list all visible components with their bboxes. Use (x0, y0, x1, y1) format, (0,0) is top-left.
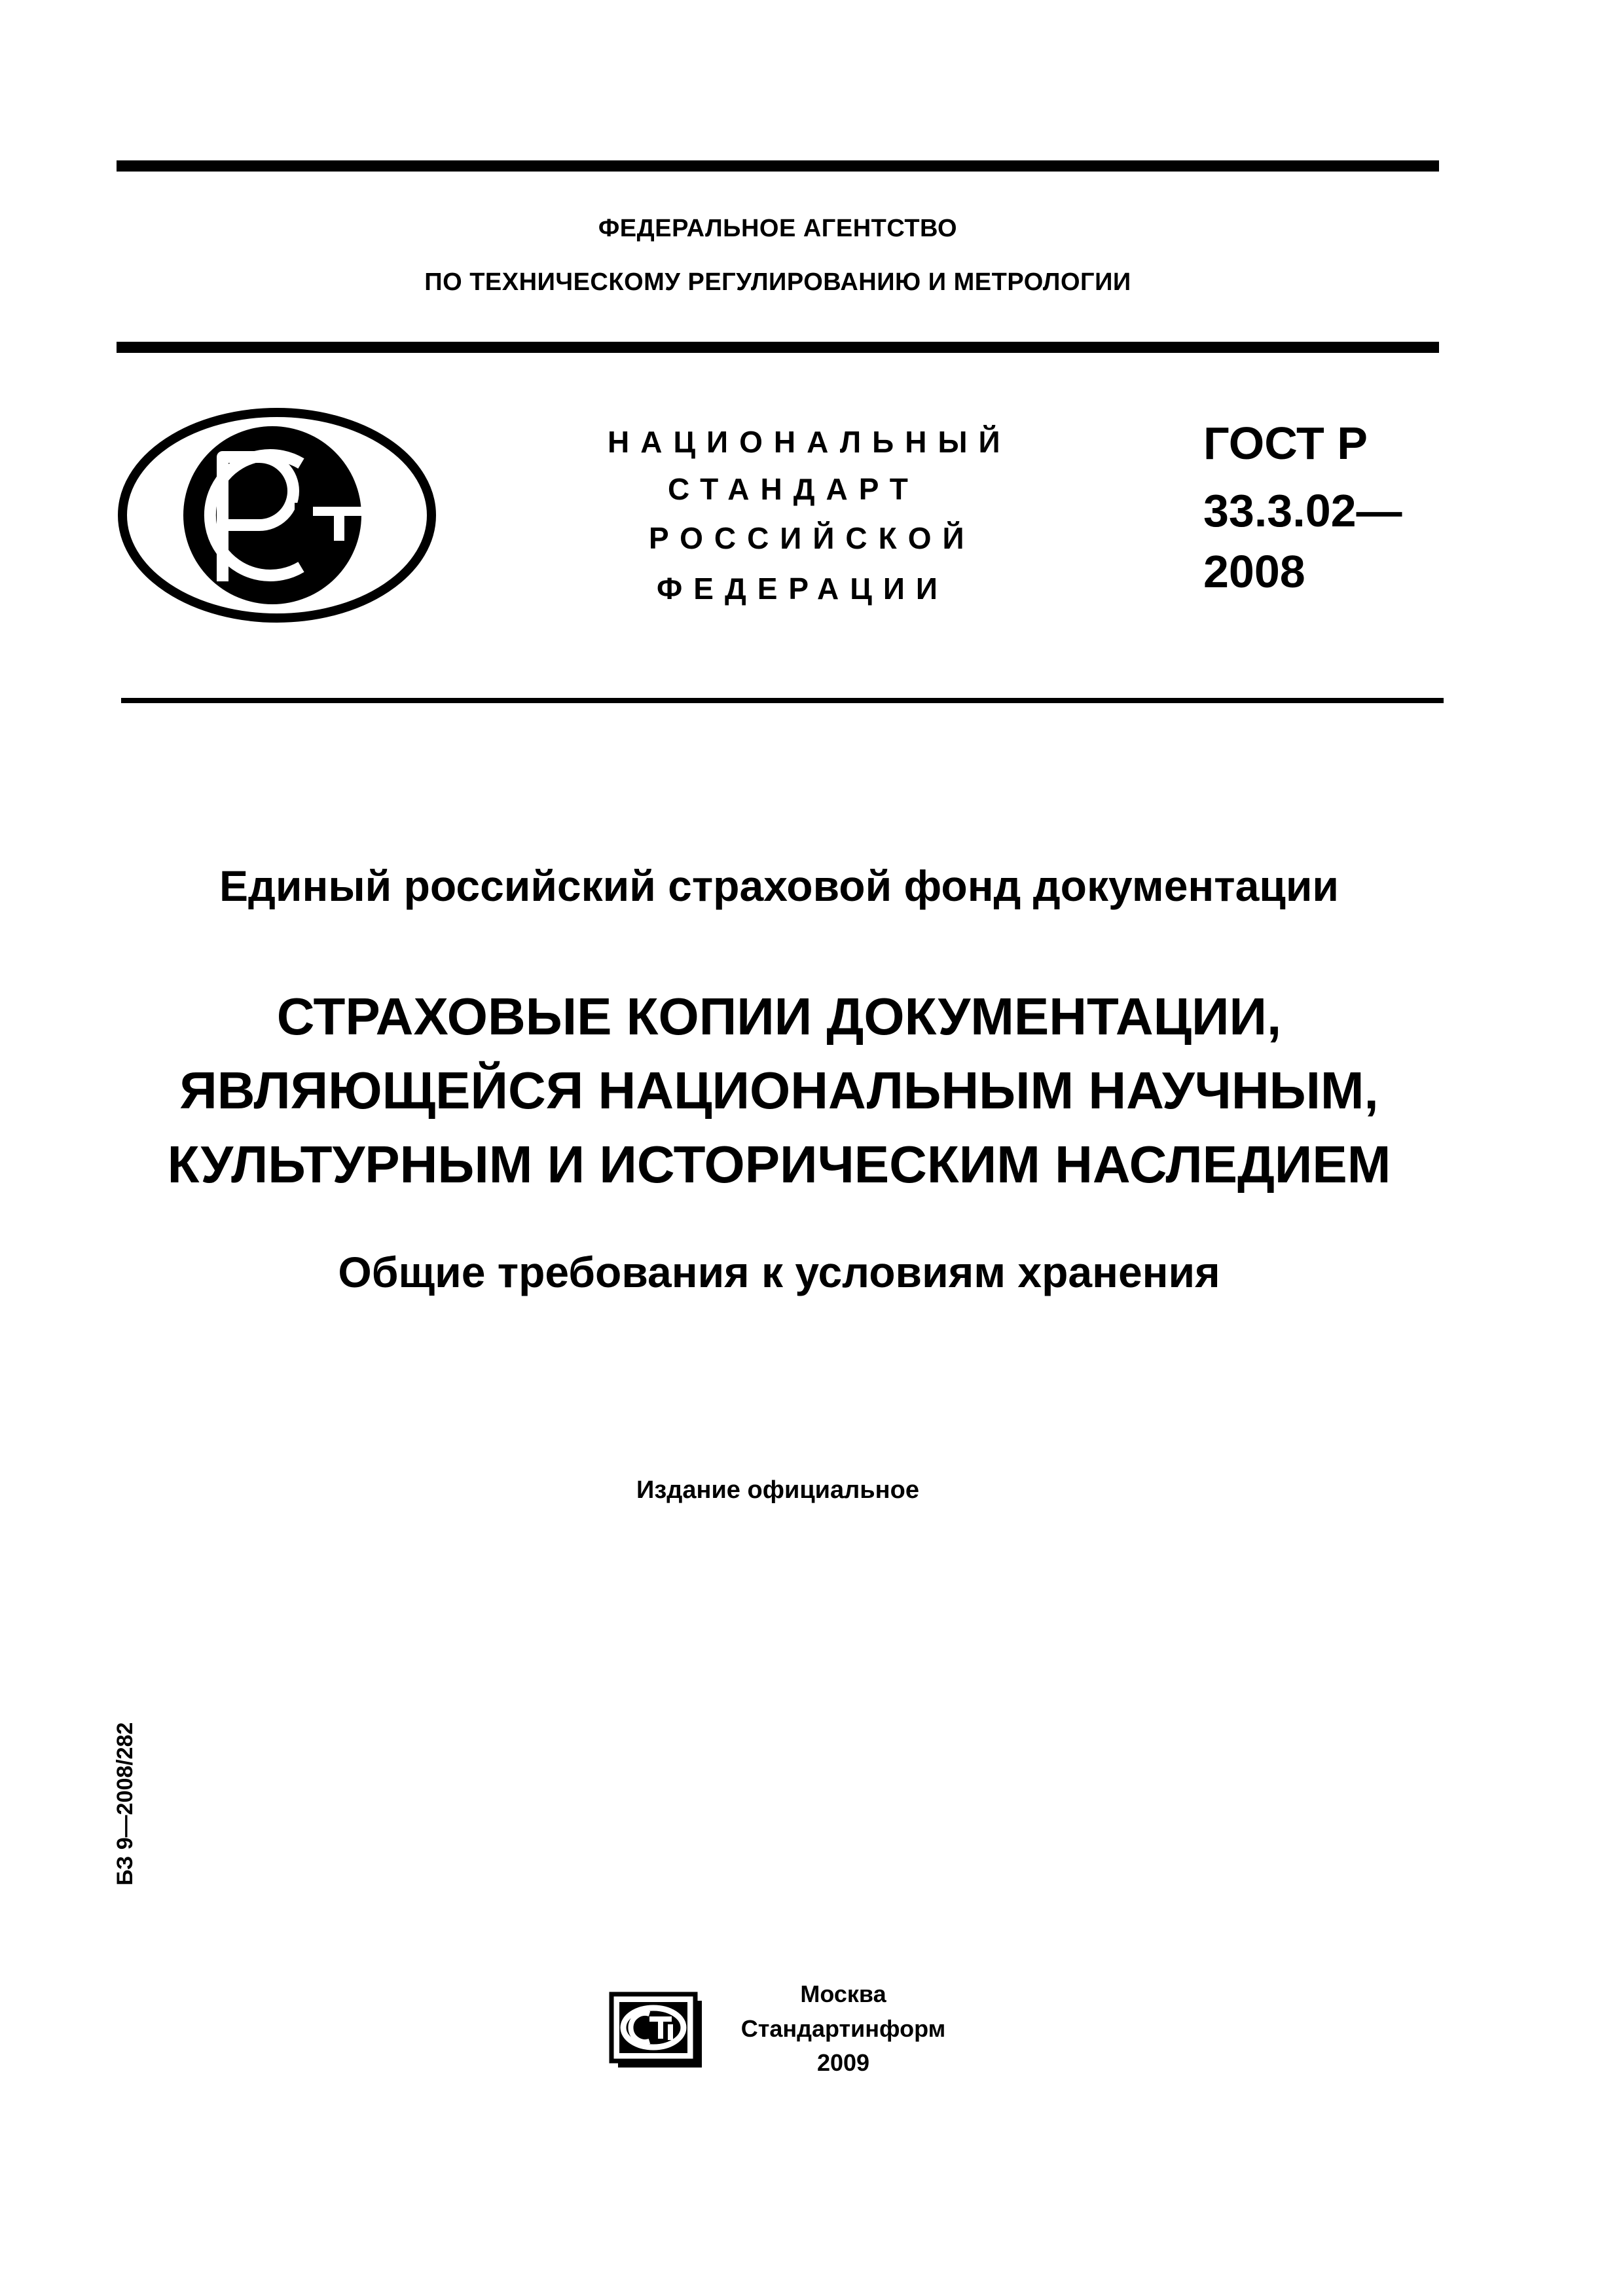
agency-name-line-1: ФЕДЕРАЛЬНОЕ АГЕНТСТВО (598, 215, 958, 242)
publisher-name: Стандартинформ (740, 2015, 946, 2042)
main-title-line-3: КУЛЬТУРНЫМ И ИСТОРИЧЕСКИМ НАСЛЕДИЕМ (167, 1135, 1391, 1194)
sti-mark-icon (609, 1992, 704, 2070)
standard-designation-line-3: 2008 (1203, 546, 1305, 597)
standard-type-line-4: ФЕДЕРАЦИИ (657, 572, 949, 606)
main-title-line-2: ЯВЛЯЮЩЕЙСЯ НАЦИОНАЛЬНЫМ НАУЧНЫМ, (179, 1061, 1379, 1120)
main-title-line-1: СТРАХОВЫЕ КОПИИ ДОКУМЕНТАЦИИ, (276, 987, 1282, 1046)
designation-rule (121, 698, 1444, 703)
publication-year: 2009 (816, 2049, 870, 2076)
header-top-rule (117, 160, 1439, 172)
agency-name-line-2: ПО ТЕХНИЧЕСКОМУ РЕГУЛИРОВАНИЮ И МЕТРОЛОГИИ (424, 268, 1131, 296)
header-bottom-rule (117, 342, 1439, 353)
standard-type-line-1: НАЦИОНАЛЬНЫЙ (608, 425, 1012, 459)
edition-label: Издание официальное (636, 1476, 919, 1504)
publisher-city: Москва (800, 1980, 886, 2007)
standard-type-line-2: СТАНДАРТ (668, 472, 919, 506)
standard-designation-line-2: 33.3.02— (1203, 485, 1402, 536)
rst-mark-icon (117, 406, 437, 625)
document-subtitle: Общие требования к условиям хранения (338, 1248, 1220, 1296)
side-catalog-code: БЗ 9—2008/282 (113, 1722, 137, 1886)
standard-designation-line-1: ГОСТ Р (1203, 418, 1368, 469)
series-title: Единый российский страховой фонд документации (219, 862, 1340, 910)
standard-type-line-3: РОССИЙСКОЙ (649, 521, 976, 555)
